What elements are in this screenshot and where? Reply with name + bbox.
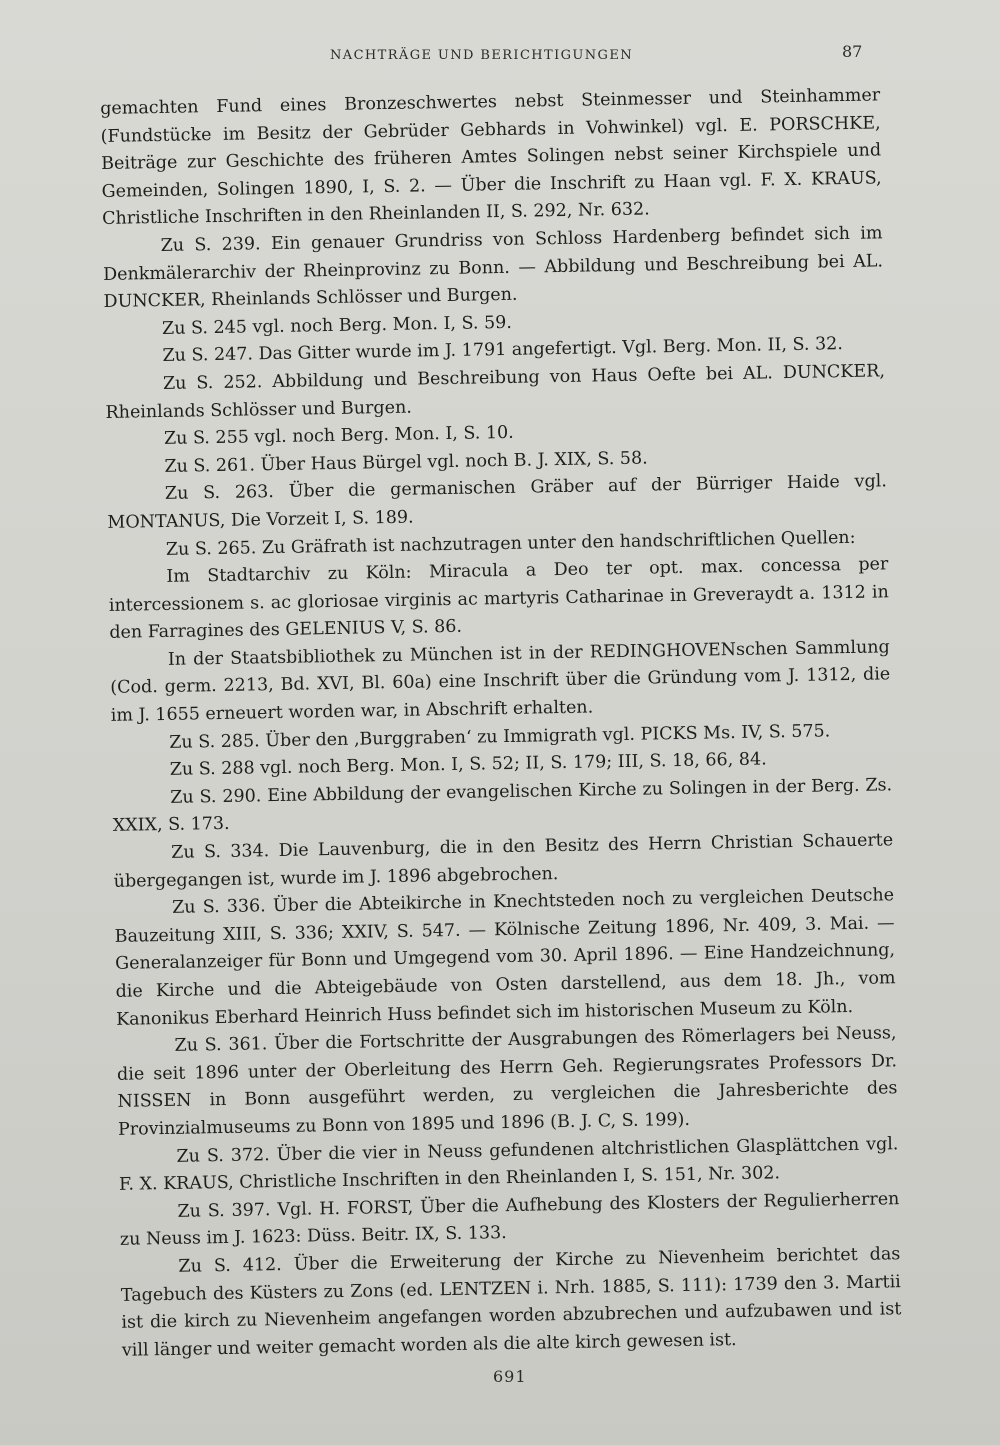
- entry-285: Zu S. 285. Über den ‚Burggraben‘ zu Immigrath vgl. PICKS Ms. IV, S. 575.: [169, 721, 831, 753]
- running-head: NACHTRÄGE UND BERICHTIGUNGEN: [330, 48, 634, 63]
- entry-255: Zu S. 255 vgl. noch Berg. Mon. I, S. 10.: [163, 422, 514, 450]
- page-number: 87: [842, 42, 863, 61]
- entry-252: Zu S. 252. Abbildung und Beschreibung von Haus Oefte bei AL. DUNCKER, Rheinlands Schlösser und Burgen.: [105, 361, 886, 423]
- paragraph-continued: gemachten Fund eines Bronzeschwertes nebst Steinmesser und Steinhammer (Fundstücke im Besitz der Gebrüder Gebhards in Vohwinkel) vgl. E. PORSCHKE, Beiträge zur Geschichte des früheren Amtes Solingen nebst seiner Kirchspiele und Gemeinden, Solingen 1890, I, S. 2. — Über die Inschrift zu Haan vgl. F. X. KRAUS, Christliche Inschriften in den Rheinlanden II, S. 292, Nr. 632.: [100, 85, 882, 230]
- entry-397: Zu S. 397. Vgl. H. FORST, Über die Aufhebung des Klosters der Regulierherren zu Neuss im J. 1623: Düss. Beitr. IX, S. 133.: [119, 1188, 900, 1251]
- entry-288: Zu S. 288 vgl. noch Berg. Mon. I, S. 52; II, S. 179; III, S. 18, 66, 84.: [169, 749, 767, 781]
- entry-334: Zu S. 334. Die Lauvenburg, die in den Besitz des Herrn Christian Schauerte übergegangen ist, wurde im J. 1896 abgebrochen.: [113, 830, 894, 892]
- entry-290: Zu S. 290. Eine Abbildung der evangelischen Kirche zu Solingen in der Berg. Zs. XXIX, S. 173.: [112, 775, 893, 837]
- entry-247: Zu S. 247. Das Gitter wurde im J. 1791 angefertigt. Vgl. Berg. Mon. II, S. 32.: [162, 334, 843, 367]
- entry-265-staatsbibliothek: In der Staatsbibliothek zu München ist in der REDINGHOVENschen Sammlung (Cod. germ. 2213, Bd. XVI, Bl. 60a) eine Inschrift über die Gründung vom J. 1312, die im J. 1655 erneuert worden war, in Abschrift erhalten.: [110, 637, 891, 726]
- main-text: [100, 82, 902, 1365]
- entry-372: Zu S. 372. Über die vier in Neuss gefundenen altchristlichen Glasplättchen vgl. F. X. KRAUS, Christliche Inschriften in den Rheinlanden I, S. 151, Nr. 302.: [118, 1133, 899, 1195]
- entry-239: Zu S. 239. Ein genauer Grundriss von Schloss Hardenberg befindet sich im Denkmälerarchiv der Rheinprovinz zu Bonn. — Abbildung und Beschreibung bei AL. DUNCKER, Rheinlands Schlösser und Burgen.: [102, 223, 884, 313]
- entry-412: Zu S. 412. Über die Erweiterung der Kirche zu Nievenheim berichtet das Tagebuch des Küsters zu Zons (ed. LENTZEN i. Nrh. 1885, S. 111): 1739 den 3. Martii ist die kirch zu Nievenheim angefangen worden abzubrechen und aufzubawen und ist vill länger und weiter gemacht worden als die alte kirch gewesen ist.: [120, 1244, 902, 1361]
- entry-265: Zu S. 265. Zu Gräfrath ist nachzutragen unter den handschriftlichen Quellen:: [165, 527, 856, 560]
- entry-263: Zu S. 263. Über die germanischen Gräber auf der Bürriger Haide vgl. MONTANUS, Die Vorzeit I, S. 189.: [107, 471, 888, 533]
- entry-361: Zu S. 361. Über die Fortschritte der Ausgrabungen des Römerlagers bei Neuss, die seit 1896 unter der Oberleitung des Herrn Geh. Regierungsrates Professors Dr. NISSEN in Bonn ausgeführt werden, zu vergleichen die Jahresberichte des Provinzialmuseums zu Bonn von 1895 und 1896 (B. J. C, S. 199).: [116, 1023, 898, 1140]
- entry-336: Zu S. 336. Über die Abteikirche in Knechtsteden noch zu vergleichen Deutsche Bauzeitung XIII, S. 336; XXIV, S. 547. — Kölnische Zeitung 1896, Nr. 409, 3. Mai. — Generalanzeiger für Bonn und Umgegend vom 30. April 1896. — Eine Handzeichnung, die Kirche und die Abteigebäude von Osten darstellend, aus dem 18. Jh., vom Kanonikus Eberhard Heinrich Huss befindet sich im historischen Museum zu Köln.: [114, 885, 896, 1030]
- footer-page-number: 691: [493, 1367, 527, 1386]
- entry-261: Zu S. 261. Über Haus Bürgel vgl. noch B. J. XIX, S. 58.: [164, 448, 648, 477]
- entry-245: Zu S. 245 vgl. noch Berg. Mon. I, S. 59.: [161, 312, 513, 339]
- entry-265-stadtarchiv: Im Stadtarchiv zu Köln: Miracula a Deo ter opt. max. concessa per intercessionem s. ac gloriosae virginis ac martyris Catharinae in Greveraydt a. 1312 in den Farragines des GELENIUS V, S. 86.: [108, 554, 889, 644]
